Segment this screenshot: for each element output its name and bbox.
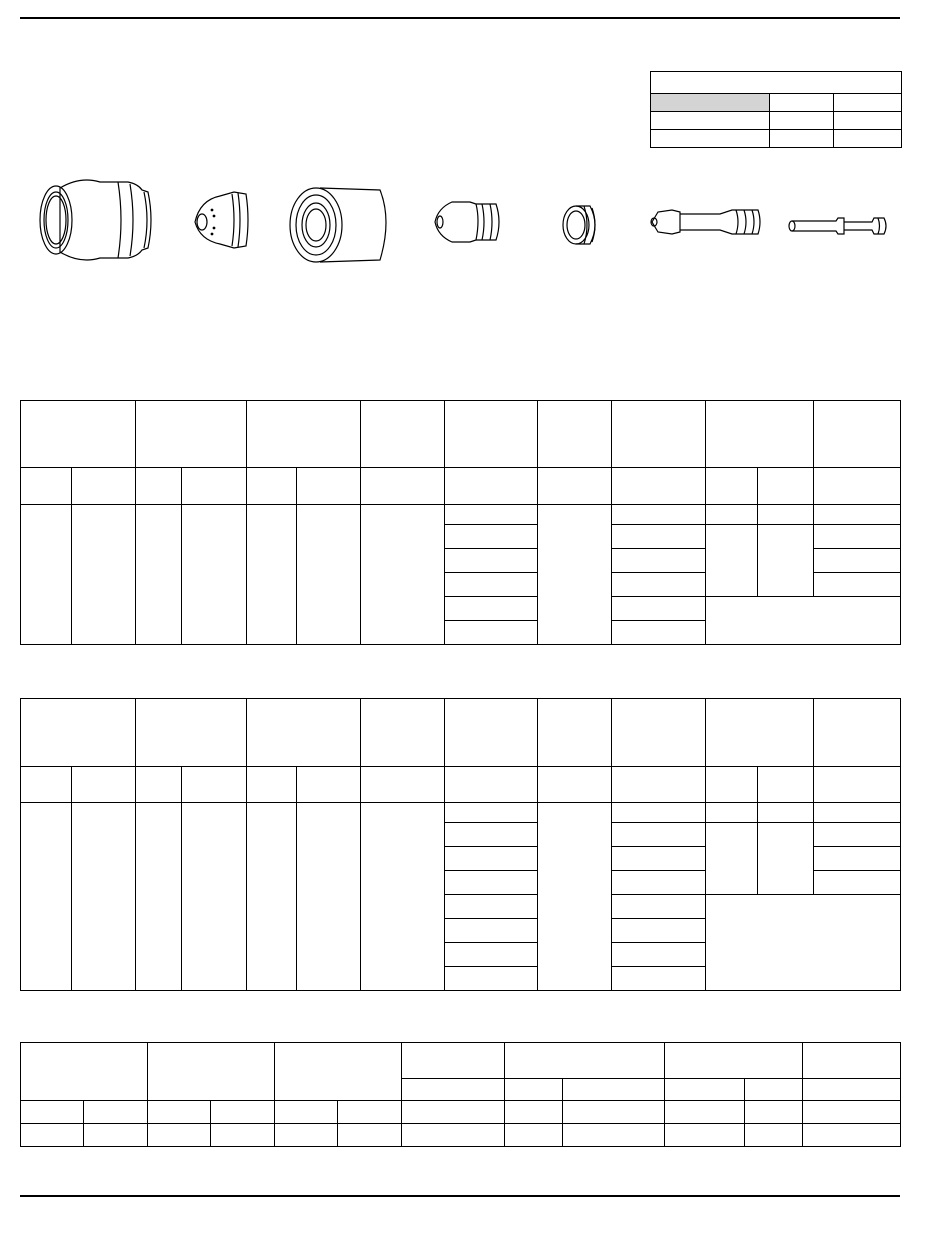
subheader-cell: [814, 468, 901, 505]
header-cell: [21, 699, 136, 767]
data-cell: [445, 943, 538, 967]
subheader-cell: [505, 1101, 563, 1124]
subheader-cell: [538, 767, 612, 803]
data-cell: [612, 803, 706, 823]
legend-table-cell: [834, 130, 902, 148]
cut-chart-table: [20, 698, 901, 991]
subheader-cell: [211, 1101, 275, 1124]
subheader-cell: [247, 767, 297, 803]
data-cell: [706, 895, 901, 991]
header-cell: [814, 699, 901, 767]
header-cell: [814, 401, 901, 468]
data-cell: [538, 803, 612, 991]
data-cell: [445, 803, 538, 823]
data-cell: [612, 967, 706, 991]
subheader-cell: [758, 767, 814, 803]
data-cell: [445, 597, 538, 621]
header-cell: [612, 401, 706, 468]
data-cell: [665, 1124, 745, 1147]
subheader-cell: [361, 767, 445, 803]
data-cell: [445, 895, 538, 919]
subheader-cell: [402, 1101, 505, 1124]
subheader-cell: [361, 468, 445, 505]
data-cell: [706, 525, 758, 597]
data-cell: [445, 525, 538, 549]
data-cell: [361, 803, 445, 991]
data-cell: [706, 823, 758, 895]
water-tube-part-icon: [789, 218, 886, 234]
subheader-cell: [758, 468, 814, 505]
subheader-cell: [136, 468, 182, 505]
subheader-cell: [803, 1101, 901, 1124]
header-cell: [803, 1043, 901, 1079]
subheader-cell: [182, 767, 247, 803]
header-cell: [612, 699, 706, 767]
subheader-cell: [247, 468, 297, 505]
header-cell: [538, 401, 612, 468]
subheader-cell: [665, 1079, 745, 1101]
data-cell: [338, 1124, 402, 1147]
data-cell: [361, 505, 445, 645]
header-cell: [21, 1043, 148, 1101]
header-cell: [445, 401, 538, 468]
data-cell: [84, 1124, 148, 1147]
subheader-cell: [665, 1101, 745, 1124]
header-cell: [136, 401, 247, 468]
subheader-cell: [297, 468, 361, 505]
data-cell: [758, 803, 814, 823]
legend-table-cell: [770, 94, 834, 112]
legend-table-cell: [651, 112, 770, 130]
data-cell: [72, 505, 136, 645]
subheader-cell: [563, 1079, 665, 1101]
subheader-cell: [148, 1101, 211, 1124]
data-cell: [814, 573, 901, 597]
data-cell: [814, 847, 901, 871]
data-cell: [402, 1124, 505, 1147]
data-cell: [612, 919, 706, 943]
data-cell: [21, 505, 72, 645]
data-cell: [72, 803, 136, 991]
legend-table-header: [651, 72, 902, 94]
subheader-cell: [706, 468, 758, 505]
data-cell: [612, 823, 706, 847]
data-cell: [182, 803, 247, 991]
top-rule: [20, 17, 900, 19]
subheader-cell: [745, 1079, 803, 1101]
subheader-cell: [338, 1101, 402, 1124]
header-cell: [136, 699, 247, 767]
retaining-cap-part-icon: [290, 188, 386, 262]
data-cell: [445, 823, 538, 847]
data-cell: [612, 505, 706, 525]
data-cell: [505, 1124, 563, 1147]
subheader-cell: [21, 1101, 84, 1124]
electrode-part-icon: [651, 210, 760, 234]
data-cell: [247, 803, 297, 991]
subheader-cell: [21, 468, 72, 505]
legend-table-cell: [834, 94, 902, 112]
data-cell: [563, 1124, 665, 1147]
data-cell: [445, 919, 538, 943]
legend-table: [650, 71, 902, 148]
header-cell: [361, 401, 445, 468]
data-cell: [211, 1124, 275, 1147]
data-cell: [445, 621, 538, 645]
data-cell: [21, 1124, 84, 1147]
subheader-cell: [803, 1079, 901, 1101]
data-cell: [814, 549, 901, 573]
bottom-rule: [20, 1195, 900, 1197]
legend-table-cell: [770, 112, 834, 130]
subheader-cell: [814, 767, 901, 803]
subheader-cell: [612, 767, 706, 803]
subheader-cell: [72, 468, 136, 505]
subheader-cell: [745, 1101, 803, 1124]
data-cell: [814, 803, 901, 823]
subheader-cell: [505, 1079, 563, 1101]
data-cell: [538, 505, 612, 645]
data-cell: [758, 505, 814, 525]
header-cell: [402, 1043, 505, 1079]
compact-chart-table: [20, 1042, 901, 1147]
data-cell: [612, 871, 706, 895]
data-cell: [21, 803, 72, 991]
data-cell: [445, 549, 538, 573]
header-cell: [247, 401, 361, 468]
data-cell: [182, 505, 247, 645]
data-cell: [148, 1124, 211, 1147]
data-cell: [612, 525, 706, 549]
header-cell: [361, 699, 445, 767]
data-cell: [706, 505, 758, 525]
data-cell: [814, 525, 901, 549]
subheader-cell: [612, 468, 706, 505]
header-cell: [505, 1043, 665, 1079]
data-cell: [247, 505, 297, 645]
data-cell: [814, 823, 901, 847]
legend-table-cell: [770, 130, 834, 148]
subheader-cell: [72, 767, 136, 803]
subheader-cell: [182, 468, 247, 505]
data-cell: [445, 573, 538, 597]
header-cell: [148, 1043, 275, 1101]
header-cell: [706, 401, 814, 468]
nozzle-part-icon: [195, 192, 248, 248]
swirl-ring-part-icon: [435, 202, 499, 242]
header-cell: [247, 699, 361, 767]
subheader-cell: [402, 1079, 505, 1101]
data-cell: [612, 847, 706, 871]
data-cell: [297, 803, 361, 991]
legend-table-cell: [651, 94, 770, 112]
data-cell: [445, 967, 538, 991]
data-cell: [745, 1124, 803, 1147]
header-cell: [665, 1043, 803, 1079]
data-cell: [612, 573, 706, 597]
legend-table-cell: [834, 112, 902, 130]
cut-chart-table: [20, 400, 901, 645]
subheader-cell: [84, 1101, 148, 1124]
data-cell: [612, 943, 706, 967]
data-cell: [803, 1124, 901, 1147]
subheader-cell: [275, 1101, 338, 1124]
subheader-cell: [538, 468, 612, 505]
data-cell: [758, 823, 814, 895]
fitting-part-icon: [563, 206, 595, 244]
subheader-cell: [21, 767, 72, 803]
header-cell: [445, 699, 538, 767]
data-cell: [445, 847, 538, 871]
header-cell: [275, 1043, 402, 1101]
header-cell: [21, 401, 136, 468]
data-cell: [445, 871, 538, 895]
data-cell: [758, 525, 814, 597]
subheader-cell: [445, 767, 538, 803]
subheader-cell: [563, 1101, 665, 1124]
header-cell: [706, 699, 814, 767]
shield-part-icon: [40, 180, 151, 260]
subheader-cell: [297, 767, 361, 803]
data-cell: [706, 597, 901, 645]
data-cell: [706, 803, 758, 823]
data-cell: [445, 505, 538, 525]
consumable-parts-illustration: [20, 170, 900, 280]
legend-table-cell: [651, 130, 770, 148]
subheader-cell: [136, 767, 182, 803]
header-cell: [538, 699, 612, 767]
subheader-cell: [445, 468, 538, 505]
data-cell: [612, 621, 706, 645]
data-cell: [136, 803, 182, 991]
data-cell: [612, 597, 706, 621]
data-cell: [297, 505, 361, 645]
data-cell: [814, 871, 901, 895]
data-cell: [612, 549, 706, 573]
data-cell: [814, 505, 901, 525]
data-cell: [136, 505, 182, 645]
data-cell: [612, 895, 706, 919]
data-cell: [275, 1124, 338, 1147]
subheader-cell: [706, 767, 758, 803]
